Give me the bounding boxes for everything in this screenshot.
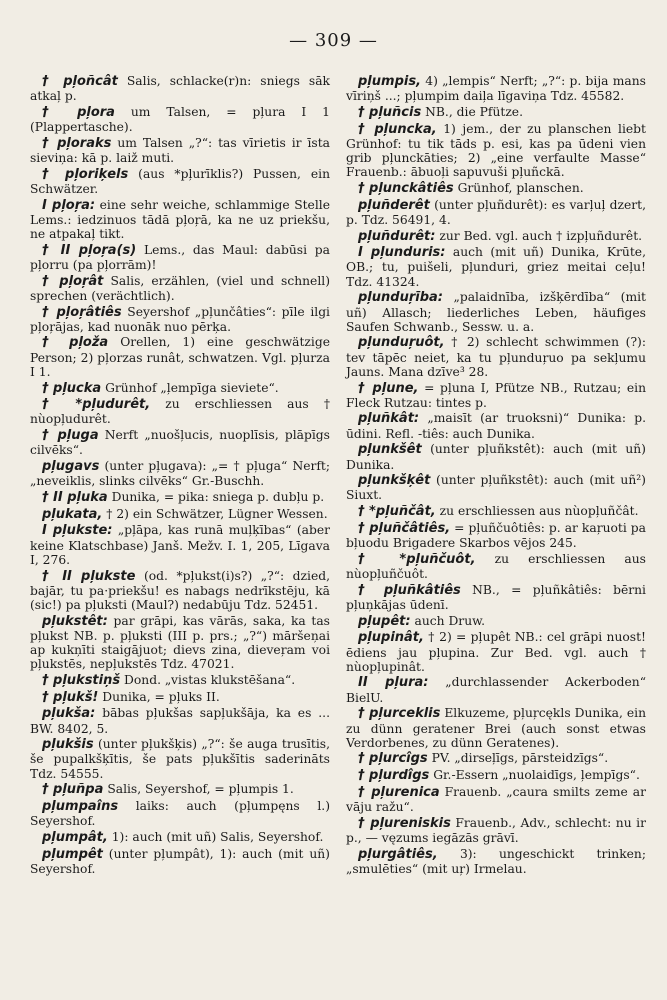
entry-text: NB., = pļuñkâtiês: bērni pļuņkājas ūdenī. [346, 582, 646, 612]
entry-headword: pļumpât, [42, 829, 108, 845]
entry-text: auch (mit uñ) Dunika, Krūte, OB.; tu, puišeli, pļunduri, griez meitai ceļu! Tdz. 41324. [346, 245, 646, 289]
entry-headword: pļumpis, [358, 74, 422, 89]
entry-headword: pļukša: [42, 706, 96, 722]
dictionary-entry [30, 690, 330, 705]
entry-headword: pļukstêt: [42, 613, 108, 629]
entry-headword: † II pļoŗa(s) [42, 242, 137, 258]
dictionary-entry [346, 122, 646, 180]
entry-headword: † pļoŗâtiês [42, 304, 122, 320]
entry-headword: II pļura: [358, 675, 429, 691]
entry-headword: † pļuñcis [358, 104, 422, 120]
dictionary-entry [30, 569, 330, 613]
dictionary-entry [346, 614, 646, 629]
entry-text: 3): ungeschickt trinken; „smulēties“ (mit uŗ) Irmelau. [346, 846, 646, 876]
entry-headword: I pļukste: [42, 523, 113, 539]
entry-headword: pļumpêt [42, 846, 103, 862]
dictionary-entry [346, 229, 646, 244]
entry-headword: pļuñkât: [358, 411, 420, 427]
entry-headword: pļurgâtiês, [358, 846, 438, 862]
entry-text: (od. *pļukst(i)s?) „?“: dzied, bajār, tu pa·priekšu! es nabags nedrīkstēju, kā (sic!) pa pļuksti (Maul?) nedabūju Tdz. 52451. [30, 568, 330, 612]
dictionary-entry [30, 305, 330, 334]
entry-headword: pļupêt: [358, 613, 411, 629]
entry-headword: pļunduŗuôt, [358, 335, 445, 351]
dictionary-entry [30, 782, 330, 797]
dictionary-entry [30, 614, 330, 672]
entry-text: (unter pļuñdurêt): es varļuļ dzert, p. Tdz. 56491, 4. [346, 197, 646, 227]
entry-text: Gr.-Essern „nuolaidīgs, ļempīgs“. [433, 768, 640, 783]
entry-text: Nerft „nuošļucis, nuoplīsis, plāpīgs cilvēks“. [30, 428, 330, 458]
entry-text: † 2) = pļupêt NB.: cel grāpi nuost! ēdiens jau pļupina. Zur Bed. vgl. auch † nùopļupinât. [346, 630, 646, 674]
left-column [30, 74, 330, 878]
dictionary-entry [346, 335, 646, 379]
dictionary-entry [346, 785, 646, 814]
entry-text: zur Bed. vgl. auch † izpļuñdurêt. [439, 228, 643, 243]
entry-headword: † pļucka [42, 380, 102, 396]
entry-headword: pļuñdurêt: [358, 228, 436, 244]
entry-text: zu erschliessen aus nùopļuñčuôt. [346, 551, 646, 581]
dictionary-entry [30, 459, 330, 488]
entry-text: zu erschliessen aus † nùopļudurêt. [30, 397, 330, 427]
page-number: — 309 — [289, 30, 378, 51]
entry-text: „maisīt (ar truoksni)“ Dunika: p. ūdini. Refl. -tiês: auch Dunika. [346, 411, 646, 441]
dictionary-entry [346, 847, 646, 876]
dictionary-entry [346, 381, 646, 410]
entry-headword: † pļuga [42, 428, 99, 444]
dictionary-entry [30, 799, 330, 828]
entry-text: 1) jem., der zu planschen liebt Grünhof: tu tik tāds p. esi, kas pa ūdeni vien grib pļunckāties; 2) „eine verfaulte Masse“ Frauenb.: ābuoļi sapuvuši pļuñckā. [346, 121, 646, 180]
entry-text: NB., die Pfütze. [425, 104, 523, 119]
entry-headword: pļunkšêt [358, 442, 422, 458]
entry-headword: I pļunduris: [358, 245, 446, 261]
entry-text: Seyershof „pļunčâties“: pīle ilgi pļoŗājas, kad nuonāk nuo pērķa. [30, 304, 330, 334]
entry-headword: † pļuñčâtiês, [358, 520, 451, 536]
dictionary-entry [30, 335, 330, 379]
dictionary-entry [346, 706, 646, 750]
entry-headword: † pļunckâtiês [358, 180, 454, 196]
entry-headword: pļumpaîns [42, 799, 119, 815]
entry-headword: † *pļudurêt, [42, 397, 151, 413]
dictionary-entry [30, 243, 330, 272]
entry-text: Dunika, = pika: sniega p. dubļu p. [111, 489, 325, 504]
dictionary-entry [346, 411, 646, 440]
entry-text: (unter pļugava): „= † pļuga“ Nerft; „neveiklis, slinks cilvēks“ Gr.-Buschh. [30, 459, 330, 489]
dictionary-entry [30, 198, 330, 242]
dictionary-entry [30, 490, 330, 505]
entry-headword: † pļuncka, [358, 121, 437, 137]
dictionary-entry [30, 167, 330, 196]
dictionary-entry [30, 105, 330, 134]
entry-headword: pļuñderêt [358, 197, 430, 213]
dictionary-entry [30, 830, 330, 845]
entry-text: „durchlassender Ackerboden“ BielU. [346, 675, 646, 705]
dictionary-entry [346, 583, 646, 612]
entry-text: bābas pļukšas sapļukšāja, ka es ... BW. 8402, 5. [30, 706, 330, 736]
entry-text: (aus *pļurīklis?) Pussen, ein Schwätzer. [30, 166, 330, 196]
entry-text: „pļāpa, kas runā muļķības“ (aber keine Klatschbase) Janš. Mežv. I. 1, 205, Līgava I, 276. [30, 523, 330, 567]
dictionary-entry [30, 523, 330, 567]
entry-headword: pļunkšķêt [358, 473, 431, 489]
entry-headword: † II pļuka [42, 489, 108, 505]
entry-text: Orellen, 1) eine geschwätzige Person; 2) pļorzas runât, schwatzen. Vgl. pļurza I 1. [30, 335, 330, 379]
entry-text: zu erschliessen aus nùopļuñčât. [439, 504, 639, 519]
entry-headword: † pļoŗât [42, 273, 104, 289]
entry-headword: pļugavs [42, 459, 100, 475]
dictionary-entry [30, 847, 330, 876]
dictionary-entry [346, 521, 646, 550]
entry-headword: † II pļukste [42, 568, 136, 584]
entry-text: auch Druw. [414, 613, 486, 628]
entry-headword: pļupinât, [358, 630, 424, 646]
dictionary-entry [346, 245, 646, 289]
dictionary-entry [30, 74, 330, 103]
dictionary-entry [30, 397, 330, 426]
entry-headword: † *pļuñčât, [358, 504, 436, 520]
entry-text: „palaidnība, izšķērdība“ (mit uñ) Allasch; liederliches Leben, häufiges Saufen Schwanb., Sessw. u. a. [346, 290, 646, 334]
dictionary-entry [346, 751, 646, 766]
entry-text: Salis, Seyershof, = pļumpis 1. [107, 782, 294, 797]
entry-headword: † pļora [42, 104, 115, 120]
entry-text: eine sehr weiche, schlammige Stelle Lems.: iedzinuos tādā pļoŗā, ka ne uz priekšu, ne atpakaļ tikt. [30, 197, 330, 242]
dictionary-entry [346, 768, 646, 783]
entry-text: Grünhof, planschen. [457, 180, 584, 195]
entry-text: = pļuna I, Pfütze NB., Rutzau; ein Fleck Rutzau: tintes p. [346, 380, 646, 410]
entry-text: Frauenb. „caura smilts zeme ar vāju ražu“. [346, 784, 646, 815]
dictionary-entry [30, 381, 330, 396]
entry-headword: pļukšis [42, 737, 94, 753]
dictionary-entry [346, 198, 646, 227]
entry-headword: † pļureniskis [358, 815, 451, 831]
entry-headword: † pļuñpa [42, 782, 104, 798]
dictionary-entry [346, 552, 646, 581]
dictionary-entry [30, 507, 330, 522]
entry-text: † 2) ein Schwätzer, Lügner Wessen. [106, 506, 328, 521]
entry-headword: † pļurcîgs [358, 751, 428, 767]
entry-headword: † pļoraks [42, 135, 112, 151]
entry-text: um Talsen „?“: tas vīrietis ir īsta sieviņa: kā p. laiž muti. [30, 135, 330, 166]
entry-headword: † pļukš! [42, 689, 99, 705]
dictionary-entry [346, 442, 646, 471]
entry-text: Grünhof „ļempīga sieviete“. [105, 380, 279, 395]
entry-text: (unter pļuñkstêt): auch (mit uñ²) Siuxt. [346, 473, 646, 503]
entry-text: = pļuñčuôtiês: p. ar kaŗuoti pa bļuodu Brigadere Skarbos vējos 245. [346, 520, 646, 551]
entry-headword: † pļuñkâtiês [358, 582, 461, 598]
entry-text: Elkuzeme, pļuŗcękls Dunika, ein zu dünn geratener Brei (auch sonst etwas Verdorbenes, zu dünn Geratenes). [346, 706, 646, 750]
entry-headword: pļukata, [42, 506, 103, 522]
dictionary-entry [30, 136, 330, 165]
entry-text: (unter pļukšķis) „?“: še auga trusītis, še pupalkšķītis, še pats pļukšītis saderināts Tdz. 54555. [30, 737, 330, 781]
entry-text: Dond. „vistas klukstēšana“. [124, 672, 296, 687]
dictionary-entry [346, 181, 646, 196]
dictionary-entry [346, 74, 646, 103]
dictionary-entry [30, 274, 330, 303]
entry-headword: I pļoŗa: [42, 197, 96, 213]
dictionary-entry [346, 504, 646, 519]
entry-headword: † pļurceklis [358, 706, 441, 722]
right-column [346, 74, 646, 878]
dictionary-entry [346, 105, 646, 120]
entry-text: 1): auch (mit uñ) Salis, Seyershof. [111, 829, 324, 844]
entry-text: Dunika, = pļuks II. [102, 689, 220, 704]
entry-text: par grāpi, kas vārās, saka, ka tas pļukst NB. p. pļuksti (III p. prs.; „?“) māršeņai ap kukņīti staigājuot; dievs zina, dieveŗam voi pļukstēs, nepļukstēs Tdz. 47021. [30, 613, 330, 672]
dictionary-entry [346, 675, 646, 704]
entry-text: Salis, erzählen, (viel und schnell) sprechen (verächtlich). [30, 273, 330, 303]
entry-headword: † pļoñcât [42, 74, 118, 89]
dictionary-entry [30, 428, 330, 457]
dictionary-entry [346, 630, 646, 674]
entry-headword: † pļukstiņš [42, 672, 121, 688]
entry-text: Frauenb., Adv., schlecht: nu ir p., — vęzums iegāzās grāvī. [346, 815, 646, 845]
entry-text: Lems., das Maul: dabūsi pa pļorru (pa pļorrām)! [30, 242, 330, 272]
dictionary-entry [30, 673, 330, 688]
dictionary-entry [346, 816, 646, 845]
entry-text: † 2) schlecht schwimmen (?): tev tāpēc neiet, ka tu pļunduŗuo pa sekļumu Jauns. Mana dzīve³ 28. [346, 335, 646, 379]
entry-text: (unter pļuñkstêt): auch (mit uñ) Dunika. [346, 442, 646, 472]
entry-headword: † pļoriķels [42, 166, 129, 182]
dictionary-entry [346, 473, 646, 502]
dictionary-entry [346, 290, 646, 334]
dictionary-entry [30, 706, 330, 735]
entry-headword: † pļurdîgs [358, 768, 430, 784]
entry-headword: † pļurenica [358, 784, 440, 800]
dictionary-entry [30, 737, 330, 781]
entry-text: 4) „lempis“ Nerft; „?“: p. bija mans vīriņš ...; pļumpim daiļa līgaviņa Tdz. 45582. [346, 74, 646, 104]
entry-text: laiks: auch (pļumpęns l.) Seyershof. [30, 799, 330, 829]
entry-text: PV. „dirseļīgs, pārsteidzīgs“. [431, 751, 609, 766]
entry-text: um Talsen, = pļura I 1 (Plappertasche). [30, 104, 330, 135]
entry-headword: † *pļuñčuôt, [358, 551, 476, 567]
entry-text: Salis, schlacke(r)n: sniegs sāk atkaļ p. [30, 74, 330, 104]
entry-text: (unter pļumpât), 1): auch (mit uñ) Seyershof. [30, 846, 330, 876]
entry-headword: † pļune, [358, 380, 419, 396]
entry-headword: † pļoža [42, 335, 109, 351]
entry-headword: pļunduŗība: [358, 290, 443, 306]
